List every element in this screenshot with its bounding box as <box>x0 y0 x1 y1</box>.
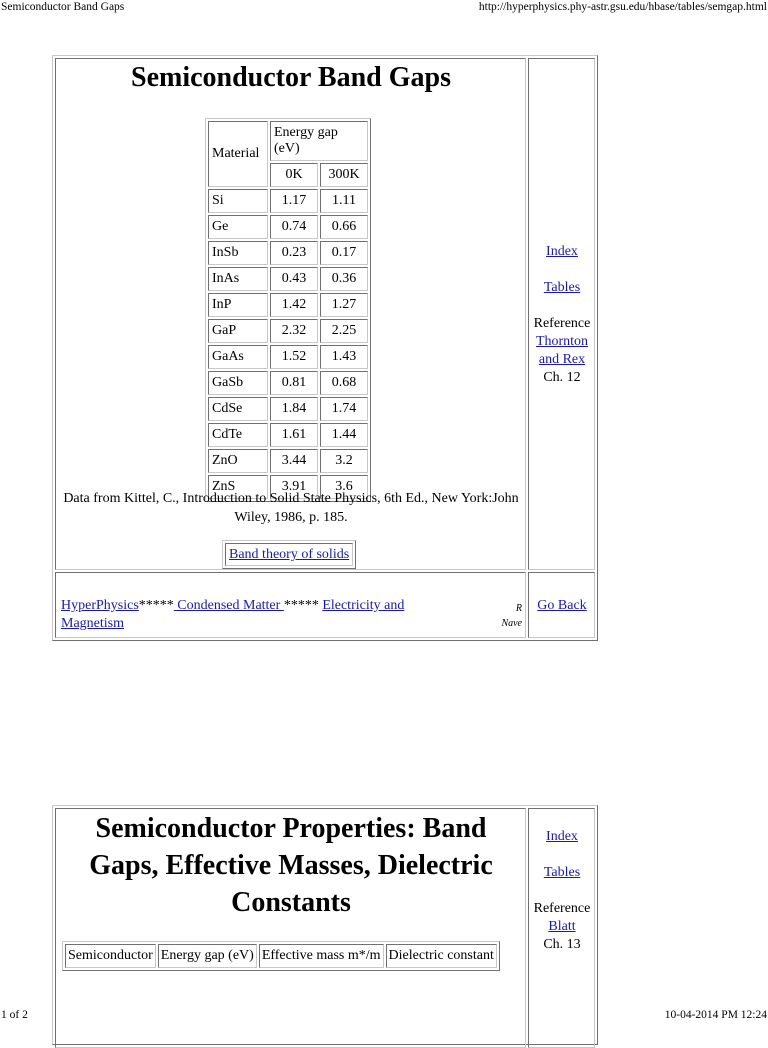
table-row <box>208 241 368 265</box>
gap-300k-cell: 0.66 <box>320 215 368 239</box>
table-row <box>208 449 368 473</box>
go-back-cell[interactable] <box>529 597 595 615</box>
section1-side-cell <box>528 58 595 570</box>
sidebar-reference-label: Reference <box>533 316 591 331</box>
gap-0k-cell: 1.42 <box>270 293 318 317</box>
nav-separator: ***** <box>138 598 174 613</box>
magnetism-link[interactable]: Magnetism <box>61 616 124 631</box>
semiconductor-properties-table <box>62 941 500 971</box>
material-cell: Ge <box>208 215 268 239</box>
material-cell: GaP <box>208 319 268 343</box>
table-row <box>208 319 368 343</box>
gap-0k-cell: 0.81 <box>270 371 318 395</box>
gap-300k-cell: 0.17 <box>320 241 368 265</box>
table-header-row <box>208 121 368 161</box>
header-energy-gap: Energy gap (eV) <box>158 944 257 968</box>
header-effective-mass: Effective mass m*/m <box>259 944 384 968</box>
page-header-title: Semiconductor Band Gaps <box>1 1 125 13</box>
gap-300k-cell: 3.2 <box>320 449 368 473</box>
gap-300k-cell: 0.68 <box>320 371 368 395</box>
and-rex-link[interactable]: and Rex <box>538 352 586 367</box>
material-cell: CdSe <box>208 397 268 421</box>
page-footer-date: 10-04-2014 PM 12:24 <box>664 1009 767 1021</box>
go-back-link[interactable]: Go Back <box>537 598 587 613</box>
gap-0k-cell: 2.32 <box>270 319 318 343</box>
material-cell: CdTe <box>208 423 268 447</box>
index-link-text[interactable]: Index <box>546 829 578 844</box>
header-0k: 0K <box>270 163 318 187</box>
condensed-matter-link[interactable]: Condensed Matter <box>173 598 284 613</box>
section2-chapter: Ch. 13 <box>543 937 581 952</box>
gap-300k-cell: 1.27 <box>320 293 368 317</box>
table-header-row <box>65 944 497 968</box>
table-row <box>208 345 368 369</box>
index-link-text[interactable]: Index <box>546 244 578 259</box>
header-energy-gap: Energy gap (eV) <box>270 121 368 161</box>
section2-title-line: Gaps, Effective Masses, Dielectric <box>89 850 493 881</box>
gap-300k-cell: 2.25 <box>320 319 368 343</box>
sidebar-reference-link-2[interactable] <box>529 351 595 369</box>
gap-300k-cell: 1.44 <box>320 423 368 447</box>
gap-0k-cell: 1.61 <box>270 423 318 447</box>
table-row <box>208 397 368 421</box>
material-cell: Si <box>208 189 268 213</box>
gap-300k-cell: 3.6 <box>320 475 368 499</box>
material-cell: ZnS <box>208 475 268 499</box>
section2-tables-link[interactable] <box>529 864 595 882</box>
gap-0k-cell: 1.17 <box>270 189 318 213</box>
band-gap-table <box>205 118 371 502</box>
material-cell: GaSb <box>208 371 268 395</box>
page-footer-count: 1 of 2 <box>1 1009 28 1021</box>
header-300k: 300K <box>320 163 368 187</box>
gap-300k-cell: 0.36 <box>320 267 368 291</box>
gap-0k-cell: 3.91 <box>270 475 318 499</box>
material-cell: InAs <box>208 267 268 291</box>
table-row <box>208 189 368 213</box>
tables-link-text[interactable]: Tables <box>543 280 581 295</box>
table-row <box>208 371 368 395</box>
band-theory-box <box>222 540 356 569</box>
gap-0k-cell: 1.52 <box>270 345 318 369</box>
author-name: Nave <box>501 618 522 629</box>
material-cell: GaAs <box>208 345 268 369</box>
section2-reference-label: Reference <box>533 901 591 916</box>
sidebar-tables-link[interactable] <box>529 279 595 297</box>
table-row <box>208 267 368 291</box>
author-credit <box>486 601 522 631</box>
gap-0k-cell: 0.74 <box>270 215 318 239</box>
page-title: Semiconductor Band Gaps <box>131 62 451 93</box>
band-theory-link[interactable]: Band theory of solids <box>225 543 353 566</box>
gap-0k-cell: 3.44 <box>270 449 318 473</box>
tables-link-text[interactable]: Tables <box>543 865 581 880</box>
header-dielectric-constant: Dielectric constant <box>386 944 497 968</box>
section2-title <box>56 810 526 921</box>
section2-title-line: Semiconductor Properties: Band <box>95 813 487 844</box>
author-initial: R <box>515 603 522 614</box>
bottom-nav <box>61 597 461 633</box>
nav-separator: ***** <box>283 598 319 613</box>
table-row <box>208 293 368 317</box>
hyperphysics-link[interactable]: HyperPhysics <box>61 598 139 613</box>
page-header-url: http://hyperphysics.phy-astr.gsu.edu/hbase/tables/semgap.html <box>478 1 767 13</box>
section2-index-link[interactable] <box>529 828 595 846</box>
header-material: Material <box>208 121 268 187</box>
blatt-link[interactable]: Blatt <box>548 919 576 934</box>
section2-title-line: Constants <box>231 887 351 918</box>
section2-reference-link[interactable] <box>529 918 595 936</box>
gap-300k-cell: 1.11 <box>320 189 368 213</box>
electricity-magnetism-link[interactable]: Electricity and <box>322 598 405 613</box>
header-semiconductor: Semiconductor <box>65 944 156 968</box>
material-cell: InSb <box>208 241 268 265</box>
material-cell: InP <box>208 293 268 317</box>
sidebar-reference-link[interactable] <box>529 333 595 351</box>
gap-0k-cell: 0.23 <box>270 241 318 265</box>
data-source-note: Data from Kittel, C., Introduction to Solid State Physics, 6th Ed., New York:John Wiley, 1986, p. 185. <box>63 491 519 525</box>
gap-0k-cell: 1.84 <box>270 397 318 421</box>
sidebar-chapter: Ch. 12 <box>543 370 581 385</box>
table-row <box>208 215 368 239</box>
gap-300k-cell: 1.74 <box>320 397 368 421</box>
gap-0k-cell: 0.43 <box>270 267 318 291</box>
gap-300k-cell: 1.43 <box>320 345 368 369</box>
table-row <box>208 423 368 447</box>
sidebar-index-link[interactable] <box>529 243 595 261</box>
thornton-link[interactable]: Thornton <box>535 334 589 349</box>
material-cell: ZnO <box>208 449 268 473</box>
